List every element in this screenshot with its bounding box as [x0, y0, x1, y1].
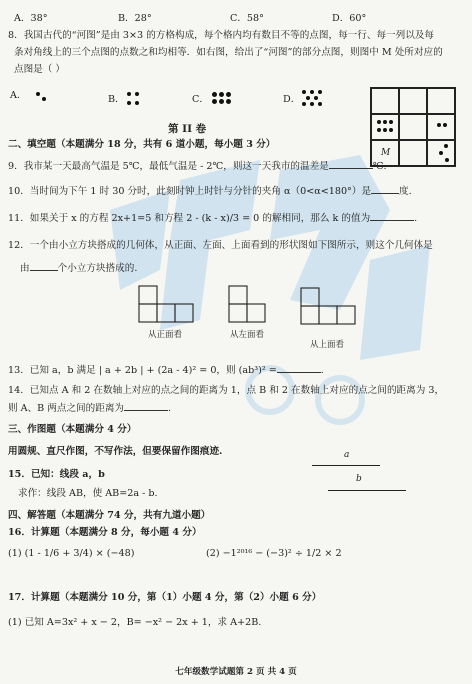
q14-line1: 14．已知点 A 和 2 在数轴上对应的点之间的距离为 1，点 B 和 2 在数轴上对应的点之间的距离为 3，: [8, 385, 445, 396]
q8-option-d: D．: [283, 94, 301, 105]
q8-option-b: B．: [108, 94, 125, 105]
left-view-caption: 从左面看: [230, 330, 265, 340]
page-footer: 七年级数学试题第 2 页 共 4 页: [175, 667, 297, 677]
q8-line3: 点图是（ ）: [14, 64, 66, 75]
q16-heading: 16．计算题（本题满分 8 分，每小题 4 分）: [8, 527, 202, 538]
front-view-figure: [138, 285, 198, 325]
q8-option-a: A．: [10, 90, 27, 101]
fill-in-heading: 二、填空题（本题满分 18 分，共有 6 道小题，每小题 3 分）: [8, 139, 276, 150]
q9-text: 9．我市某一天最高气温是 5℃，最低气温是 - 2℃，则这一天我市的温差是 ℃.: [8, 161, 387, 172]
q7-option-b: B．28°: [118, 13, 152, 24]
solve-heading: 四、解答题（本题满分 74 分，共有九道小题）: [8, 510, 211, 521]
grid-cell: [399, 88, 427, 114]
q7-option-c: C．58°: [230, 13, 264, 24]
left-view-figure: [228, 285, 272, 325]
drawing-instructions: 用圆规、直尺作图，不写作法，但要保留作图痕迹.: [8, 446, 223, 457]
q8-line2: 条对角线上的三个点图的点数之和均相等．如右图，给出了“河图”的部分点图，则图中 M 处所对应的: [14, 47, 443, 58]
grid-m-label: M: [381, 148, 391, 158]
q8-option-c: C．: [192, 94, 209, 105]
segment-a-line: [312, 465, 380, 466]
q13-text: 13．已知 a，b 满足 | a + 2b | + (2a - 4)² = 0，则 (ab³)² = .: [8, 365, 324, 376]
q10-text: 10．当时间为下午 1 时 30 分时，此刻时钟上时针与分针的夹角 α（0<α<180°）是 度.: [8, 186, 412, 197]
grid-cell: [371, 88, 399, 114]
section-2-title: 第 II 卷: [168, 123, 207, 135]
q15-task: 求作：线段 AB，使 AB=2a - b.: [18, 488, 158, 499]
q8-line1: 8．我国古代的“河图”是由 3×3 的方格构成，每个格内均有数目不等的点图，每一行、每一列以及每: [8, 30, 435, 41]
q11-text: 11．如果关于 x 的方程 2x+1=5 和方程 2 - (k - x)/3 = 0 的解相同，那么 k 的值为 .: [8, 213, 418, 224]
q7-option-a: A．38°: [14, 13, 48, 24]
q12-line2: 由 个小立方块搭成的.: [20, 263, 138, 274]
q7-option-d: D．60°: [332, 13, 367, 24]
top-view-figure: [300, 287, 360, 327]
top-view-caption: 从上面看: [310, 340, 345, 350]
q17-heading: 17．计算题（本题满分 10 分，第（1）小题 4 分，第（2）小题 6 分）: [8, 592, 322, 603]
segment-a-label: a: [344, 450, 350, 460]
front-view-caption: 从正面看: [148, 330, 183, 340]
q16-part1: (1) (1 - 1/6 + 3/4) × (−48): [8, 548, 135, 559]
q16-part2: (2) −1²⁰¹⁶ − (−3)² ÷ 1/2 × 2: [206, 548, 342, 559]
q12-line1: 12．一个由小立方块搭成的几何体，从正面、左面、上面看到的形状图如下图所示，则这个几何体是: [8, 240, 433, 251]
q15-given: 15．已知：线段 a，b: [8, 469, 105, 480]
q17-part1: (1) 已知 A=3x² + x − 2，B= −x² − 2x + 1，求 A+2B.: [8, 617, 262, 628]
grid-cell: [427, 88, 455, 114]
drawing-heading: 三、作图题（本题满分 4 分）: [8, 424, 137, 435]
q14-line2: 则 A、B 两点之间的距离为 .: [8, 403, 172, 414]
segment-b-label: b: [356, 474, 362, 484]
